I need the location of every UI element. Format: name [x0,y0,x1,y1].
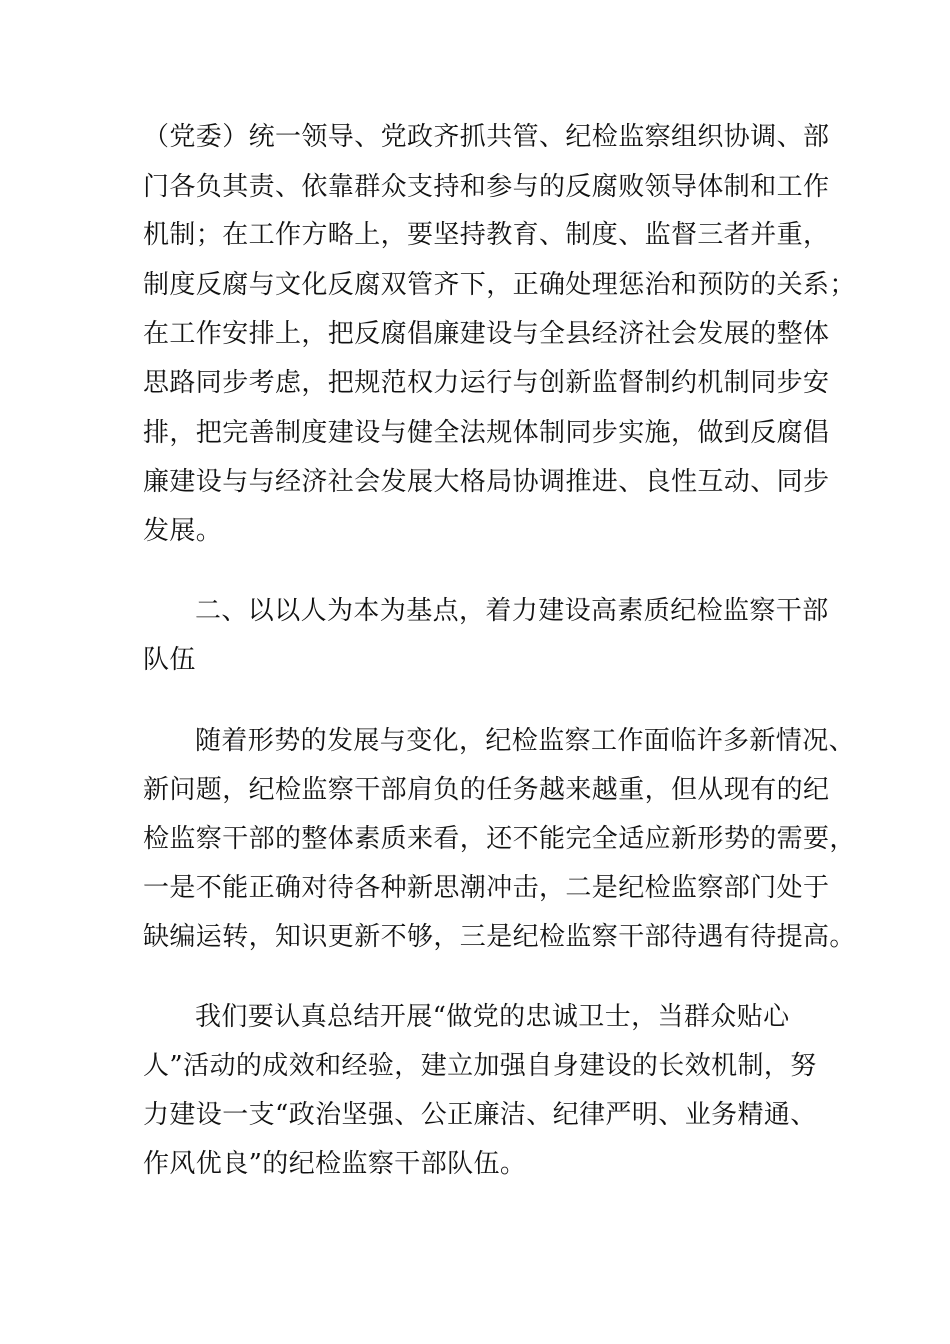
text-line: 人”活动的成效和经验，建立加强自身建设的长效机制，努 [143,1051,817,1081]
text-line: 随着形势的发展与变化，纪检监察工作面临许多新情况、 [195,726,856,756]
text-line: 制度反腐与文化反腐双管齐下，正确处理惩治和预防的关系； [143,270,856,300]
text-line: 廉建设与与经济社会发展大格局协调推进、良性互动、同步 [143,467,830,497]
text-line: 门各负其责、依靠群众支持和参与的反腐败领导体制和工作 [143,172,830,202]
text-line: 发展。 [143,516,223,546]
text-line: 检监察干部的整体素质来看，还不能完全适应新形势的需要， [143,824,856,854]
text-line: 新问题，纪检监察干部肩负的任务越来越重，但从现有的纪 [143,775,830,805]
text-line: 缺编运转，知识更新不够，三是纪检监察干部待遇有待提高。 [143,922,856,952]
text-line: 在工作安排上，把反腐倡廉建设与全县经济社会发展的整体 [143,319,830,349]
text-line: 作风优良”的纪检监察干部队伍。 [143,1149,527,1179]
text-line: 我们要认真总结开展“做党的忠诚卫士，当群众贴心 [195,1002,790,1032]
text-line: 思路同步考虑，把规范权力运行与创新监督制约机制同步安 [143,368,830,398]
text-line: （党委）统一领导、党政齐抓共管、纪检监察组织协调、部 [143,122,830,152]
text-line: 机制；在工作方略上，要坚持教育、制度、监督三者并重， [143,220,830,250]
text-line: 排，把完善制度建设与健全法规体制同步实施，做到反腐倡 [143,418,830,448]
heading-line: 队伍 [143,645,196,675]
heading-line: 二、以以人为本为基点，着力建设高素质纪检监察干部 [195,596,829,626]
text-line: 力建设一支“政治坚强、公正廉洁、纪律严明、业务精通、 [143,1100,817,1130]
text-line: 一是不能正确对待各种新思潮冲击，二是纪检监察部门处于 [143,873,830,903]
